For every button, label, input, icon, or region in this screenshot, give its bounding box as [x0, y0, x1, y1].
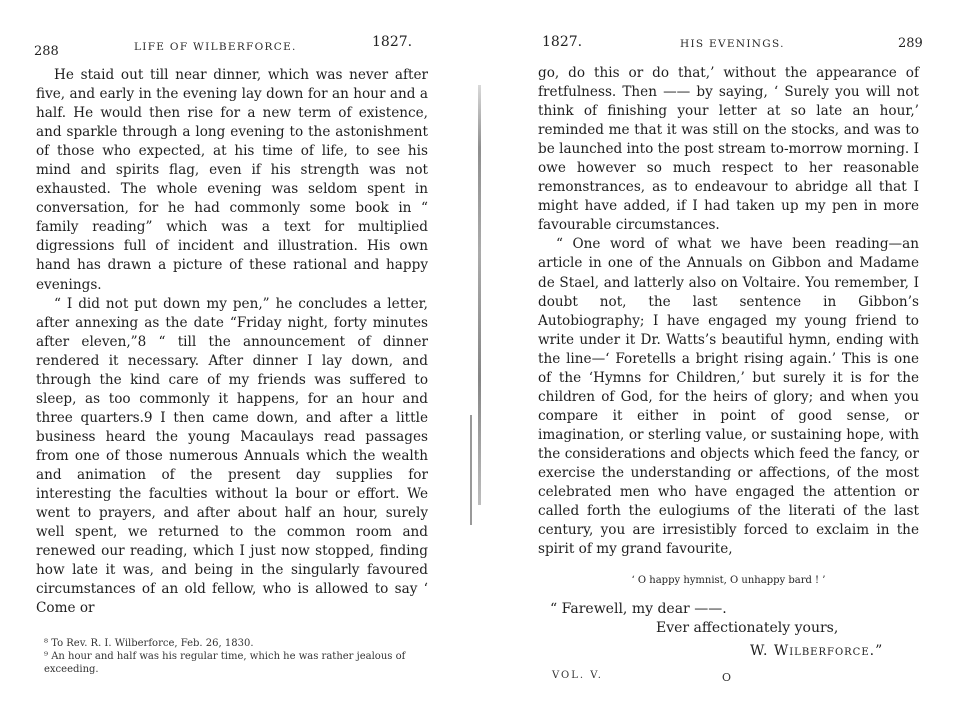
closing-line: Ever affectionately yours,	[656, 620, 839, 637]
farewell-line: “ Farewell, my dear ——.	[550, 601, 727, 618]
left-running-head: LIFE OF WILBERFORCE.	[134, 41, 297, 53]
footnote: ⁹ An hour and half was his regular time, which he was rather jealous of exceeding.	[44, 651, 406, 675]
left-footnotes	[44, 637, 434, 676]
right-page	[500, 0, 980, 705]
left-paragraph: “ I did not put down my pen,” he concludes a letter, after annexing as the date “Friday night, forty minutes after eleven,”8 “ till the announcement of dinner rendered it necessary. After dinner I lay down, and through the kind care of my friends was suffered to sleep, as too commonly it happens, for an hour and three quarters.9 I then came down, and after a little business heard the young Macaulays read passages from one of those numerous Annuals which the wealth and animation of the present day supplies for interesting the faculties without la bour or effort. We went to prayers, and after about half an hour, surely well spent, we returned to the common room and renewed our reading, which I just now stopped, finding how late it was, and being in the singularly favoured circumstances of an old fellow, who is allowed to say ‘ Come or	[36, 295, 428, 617]
right-paragraph: “ One word of what we have been reading—an article in one of the Annuals on Gibbon and Madame de Stael, and latterly also on Voltaire. You remember, I doubt not, the last sentence in Gibbon’s Autobiography; I have engaged my young friend to write under it Dr. Watts’s beautiful hymn, ending with the line—‘ Foretells a bright rising again.’ This is one of the ‘Hymns for Children,’ but surely it is for the children of God, for the heirs of glory; and when you compare it either in point of good sense, or imagination, or sterling value, or sustaining hope, with the considerations and objects which feed the fancy, or exercise the understanding or affections, of the most celebrated men who have engaged the attention or called forth the eulogiums of the literati of the last century, you are irresistibly forced to exclaim in the spirit of my grand favourite,	[538, 236, 919, 558]
footnote: ⁸ To Rev. R. I. Wilberforce, Feb. 26, 1830.	[44, 638, 254, 649]
footer-volume: VOL. V.	[552, 670, 603, 681]
left-body	[36, 66, 428, 618]
gutter-shadow	[470, 415, 472, 525]
left-year: 1827.	[372, 34, 413, 50]
right-running-head: HIS EVENINGS.	[680, 38, 785, 50]
right-page-number: 289	[898, 36, 923, 51]
right-body	[538, 64, 919, 661]
right-paragraph: go, do this or do that,’ without the appearance of fretfulness. Then —— by saying, ‘ Surely you will not think of finishing your letter at so late an hour,’ reminded me that it was still on the stocks, and was to be launched into the post stream to-morrow morning. I owe however so much respect to her reasonable remonstrances, as to endeavour to abridge all that I might have added, if I had taken up my pen in more favourable circumstances.	[538, 65, 919, 234]
left-paragraph: He staid out till near dinner, which was never after five, and early in the evening lay down for an hour and a half. He would then rise for a new term of existence, and sparkle through a long evening to the astonishment of those who expected, at his time of life, to see his mind and spirits flag, even if his strength was not exhausted. The whole evening was seldom spent in conversation, for he had commonly some book in “ family reading” which was a text for multiplied digressions full of incident and illustration. His own hand has drawn a picture of these rational and happy evenings.	[36, 67, 428, 293]
right-year: 1827.	[542, 34, 583, 50]
gutter-shadow	[478, 85, 481, 505]
footer-signature: O	[722, 671, 732, 684]
left-page	[0, 0, 470, 705]
signature: W. Wilberforce.”	[750, 643, 884, 660]
book-gutter	[462, 85, 487, 505]
left-page-number: 288	[34, 44, 59, 59]
quoted-line: ‘ O happy hymnist, O unhappy bard ! ’	[631, 575, 826, 587]
